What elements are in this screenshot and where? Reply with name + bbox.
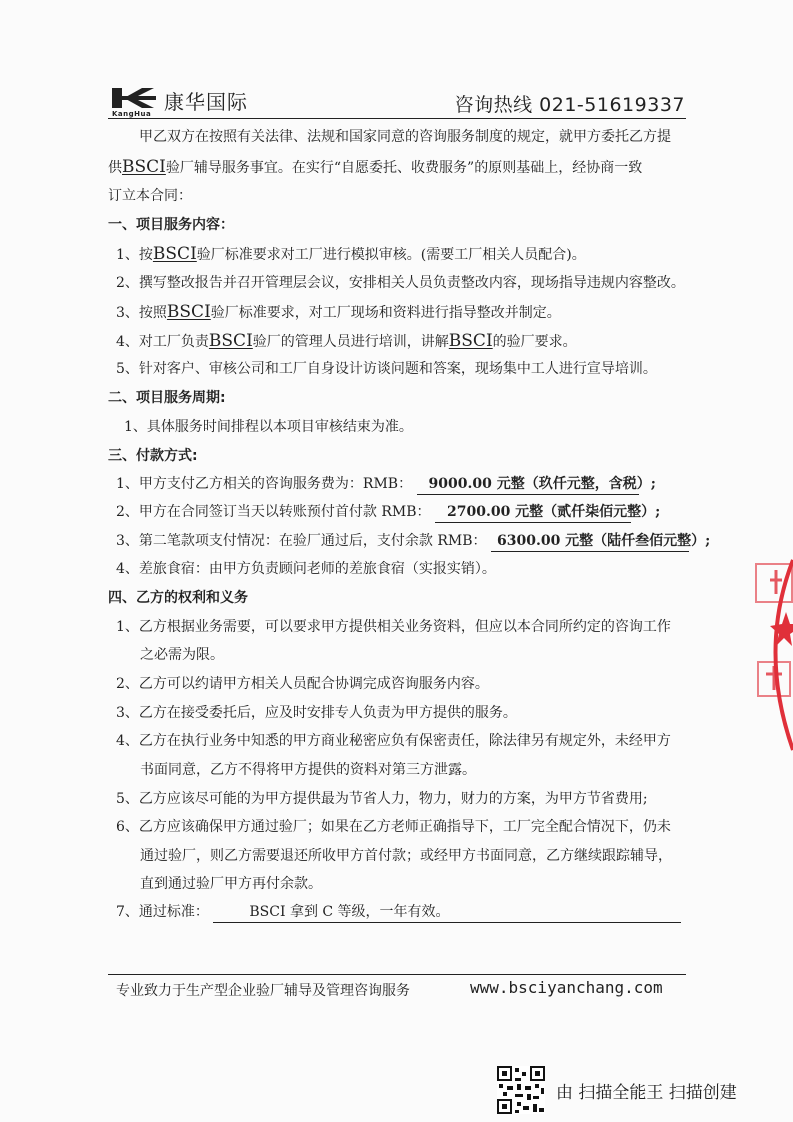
footer-website: www.bsciyanchang.com	[470, 978, 663, 997]
s4-item-4a: 4、乙方在执行业务中知悉的甲方商业秘密应负有保密责任，除法律另有规定外，未经甲方	[116, 733, 671, 749]
intro-text: 验厂辅导服务事宜。在实行“自愿委托、收费服务”的原则基础上，经协商一致	[165, 160, 643, 176]
footer-divider	[108, 974, 686, 975]
item-text: 的验厂要求。	[492, 334, 577, 350]
hotline-number: 咨询热线 021-51619337	[454, 94, 685, 116]
amount-balance: 6300.00 元整（陆仟叁佰元整）;	[491, 531, 689, 552]
s3-item-4: 4、差旅食宿：由甲方负责顾问老师的差旅食宿（实报实销）。	[116, 561, 496, 577]
s1-item-2: 2、撰写整改报告并召开管理层会议，安排相关人员负责整改内容，现场指导违规内容整改。	[116, 275, 685, 291]
s4-item-1b: 之必需为限。	[140, 647, 224, 663]
s3-item-2	[116, 502, 661, 523]
company-seal-icon	[752, 550, 793, 760]
item-text: 7、通过标准：	[116, 904, 209, 920]
item-text: 3、按照	[116, 305, 167, 321]
s1-item-1	[116, 244, 586, 265]
item-text: 2、甲方在合同签订当天以转账预付首付款 RMB：	[116, 504, 431, 520]
qr-code-icon	[497, 1066, 545, 1114]
item-text: 验厂标准要求，对工厂现场和资料进行指导整改并制定。	[210, 305, 561, 321]
bsci-term: BSCI	[448, 331, 493, 351]
s2-item-1: 1、具体服务时间排程以本项目审核结束为准。	[124, 419, 413, 435]
item-text: 1、按	[116, 247, 153, 263]
s4-item-3: 3、乙方在接受委托后，应及时安排专人负责为甲方提供的服务。	[116, 705, 517, 721]
s3-item-3	[116, 531, 711, 552]
item-text: 1、甲方支付乙方相关的咨询服务费为：RMB：	[116, 476, 413, 492]
section-3-title: 三、付款方式:	[108, 448, 198, 464]
section-4-title: 四、乙方的权利和义务	[108, 590, 248, 606]
section-1-title: 一、项目服务内容：	[108, 217, 234, 233]
intro-line-3: 订立本合同：	[108, 188, 192, 204]
bsci-term: BSCI	[122, 157, 166, 177]
amount-total: 9000.00 元整（玖仟元整，含税）;	[417, 474, 639, 495]
s4-item-6a: 6、乙方应该确保甲方通过验厂；如果在乙方老师正确指导下，工厂完全配合情况下，仍未	[116, 819, 671, 835]
header-divider	[108, 118, 686, 119]
item-text: 4、对工厂负责	[116, 334, 209, 350]
logo-chinese-name: 康华国际	[164, 90, 248, 114]
s1-item-5: 5、针对客户、审核公司和工厂自身设计访谈问题和答案，现场集中工人进行宣导培训。	[116, 361, 657, 377]
item-text: 3、第二笔款项支付情况：在验厂通过后，支付余款 RMB：	[116, 533, 487, 549]
intro-line-2	[108, 157, 642, 178]
s1-item-3	[116, 302, 561, 323]
s3-item-1	[116, 474, 656, 495]
amount-deposit: 2700.00 元整（贰仟柒佰元整）;	[435, 502, 631, 523]
s4-item-5: 5、乙方应该尽可能的为甲方提供最为节省人力，物力，财力的方案，为甲方节省费用;	[116, 791, 648, 807]
scan-watermark-text: 由 扫描全能王 扫描创建	[556, 1083, 737, 1103]
bsci-term: BSCI	[208, 331, 253, 351]
bsci-term: BSCI	[166, 302, 211, 322]
s4-item-1a: 1、乙方根据业务需要，可以要求甲方提供相关业务资料，但应以本合同所约定的咨询工作	[116, 619, 671, 635]
intro-text: 供	[108, 160, 122, 176]
company-logo	[112, 86, 292, 120]
logo-english-name: KangHua	[112, 110, 152, 118]
s4-item-6c: 直到通过验厂甲方再付余款。	[140, 876, 322, 892]
s4-item-6b: 通过验厂，则乙方需要退还所收甲方首付款；或经甲方书面同意，乙方继续跟踪辅导，	[140, 848, 672, 864]
section-2-title: 二、项目服务周期:	[108, 390, 226, 406]
item-text: 验厂标准要求对工厂进行模拟审核。(需要工厂相关人员配合)。	[196, 247, 586, 263]
kanghua-logo-icon	[112, 86, 158, 110]
s4-item-2: 2、乙方可以约请甲方相关人员配合协调完成咨询服务内容。	[116, 676, 489, 692]
pass-standard: BSCI 拿到 C 等级，一年有效。	[213, 902, 681, 923]
s4-item-4b: 书面同意，乙方不得将甲方提供的资料对第三方泄露。	[140, 762, 476, 778]
s4-item-7	[116, 902, 681, 923]
footer-slogan: 专业致力于生产型企业验厂辅导及管理咨询服务	[116, 983, 410, 999]
bsci-term: BSCI	[152, 244, 197, 264]
intro-line-1: 甲乙双方在按照有关法律、法规和国家同意的咨询服务制度的规定，就甲方委托乙方提	[139, 129, 671, 145]
s1-item-4	[116, 331, 577, 352]
item-text: 验厂的管理人员进行培训，讲解	[252, 334, 449, 350]
